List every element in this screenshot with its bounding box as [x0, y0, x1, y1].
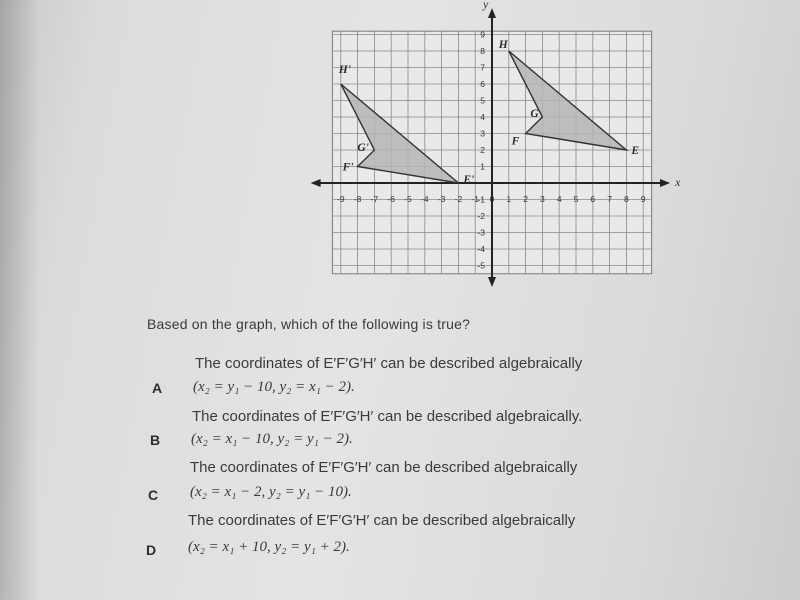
y-tick-label: 5 [480, 95, 485, 106]
vertex-label: G [530, 108, 539, 120]
vertex-label: F [511, 135, 520, 148]
y-tick-label: -1 [477, 194, 485, 205]
option-b-letter[interactable]: B [150, 432, 161, 448]
x-tick-label: -8 [353, 194, 362, 204]
y-tick-label: 3 [480, 128, 485, 139]
y-tick-label: 4 [480, 112, 485, 122]
x-tick-label: 1 [506, 194, 512, 204]
vertex-label: G' [357, 142, 369, 154]
x-tick-label: 5 [573, 194, 579, 204]
x-tick-label: -5 [404, 194, 412, 204]
y-axis-arrow-up [488, 8, 496, 18]
page-shadow [0, 0, 40, 600]
x-tick-label: 8 [624, 194, 629, 204]
option-d-letter[interactable]: D [146, 542, 157, 558]
y-tick-label: 8 [480, 46, 485, 56]
x-tick-label: 7 [607, 194, 612, 204]
y-tick-label: 7 [480, 62, 485, 73]
option-c-letter[interactable]: C [148, 487, 159, 503]
option-a-rule[interactable]: (x₂ = y₁ − 10, y₂ = x₁ − 2). [193, 379, 355, 395]
x-tick-label: 2 [523, 194, 528, 204]
option-b-rule[interactable]: (x₂ = x₁ − 10, y₂ = y₁ − 2). [191, 431, 353, 447]
x-tick-label: -2 [454, 194, 463, 204]
x-tick-label: 0 [489, 194, 495, 204]
vertex-label: H [498, 39, 508, 51]
x-tick-label: -6 [387, 194, 395, 204]
x-tick-label: -3 [437, 194, 446, 204]
y-tick-label: 9 [480, 29, 485, 40]
x-tick-label: -9 [337, 194, 345, 204]
x-axis-arrow-left [311, 179, 321, 187]
y-tick-label: 6 [480, 79, 485, 89]
y-tick-label: -3 [477, 227, 485, 238]
y-tick-label: -4 [477, 244, 485, 254]
y-axis-arrow-down [488, 277, 496, 287]
option-c-text[interactable]: The coordinates of E′F′G′H′ can be described algebraically [190, 459, 578, 476]
option-d-rule[interactable]: (x₂ = x₁ + 10, y₂ = y₁ + 2). [188, 539, 350, 555]
y-tick-label: 2 [480, 145, 485, 155]
option-a-text[interactable]: The coordinates of E′F′G′H′ can be described algebraically [195, 355, 583, 372]
y-tick-label: -5 [477, 260, 485, 271]
vertex-label: E [631, 145, 640, 157]
y-tick-label: -2 [477, 211, 485, 221]
x-tick-label: -1 [471, 194, 479, 204]
y-tick-label: 1 [480, 161, 485, 172]
coordinate-graph [300, 0, 680, 290]
x-tick-label: 3 [540, 194, 545, 204]
x-axis-arrow-right [660, 179, 670, 187]
vertex-label: F' [342, 161, 354, 174]
x-axis-label: x [675, 175, 680, 189]
option-a-letter[interactable]: A [152, 380, 163, 396]
vertex-label: E' [463, 174, 475, 186]
vertex-label: H' [338, 64, 351, 76]
x-tick-label: -7 [370, 194, 379, 204]
x-tick-label: 9 [640, 194, 646, 204]
y-axis-label: y [483, 0, 489, 12]
question-text: Based on the graph, which of the following is true? [147, 316, 471, 332]
option-d-text[interactable]: The coordinates of E′F′G′H′ can be described algebraically [188, 512, 576, 529]
x-tick-label: 6 [590, 194, 596, 204]
x-tick-label: 4 [556, 194, 562, 204]
x-tick-label: -4 [421, 194, 429, 204]
option-c-rule[interactable]: (x₂ = x₁ − 2, y₂ = y₁ − 10). [190, 484, 352, 500]
option-b-text[interactable]: The coordinates of E′F′G′H′ can be described algebraically. [192, 408, 583, 425]
